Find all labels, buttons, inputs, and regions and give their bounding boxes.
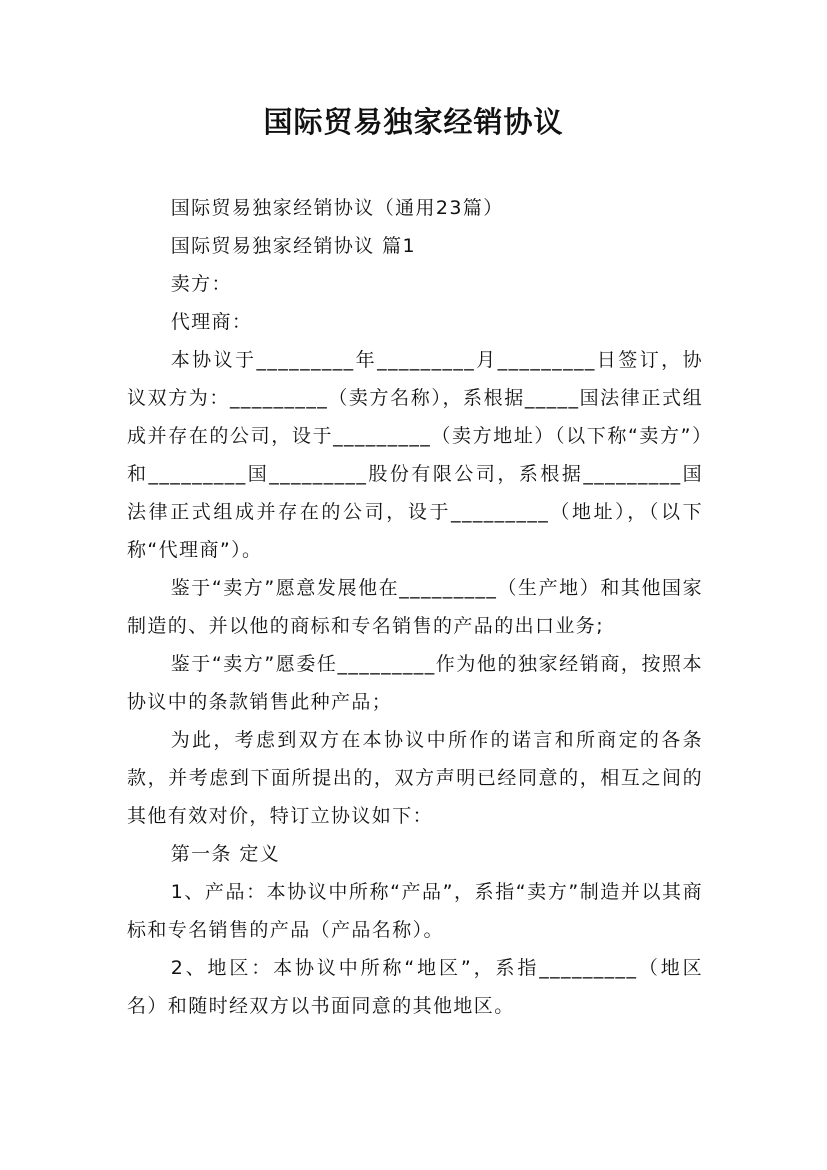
paragraph-parties: 本协议于_________年_________月_________日签订，协议双方为：_________（卖方名称），系根据_____国法律正式组成并存在的公司，设于_________（卖方地址）（以下称“卖方”）和_________国_________股份有限公司，系根据_________国法律正式组成并存在的公司，设于_________（地址），（以下称“代理商”）。: [127, 349, 703, 561]
paragraph-consideration: 为此，考虑到双方在本协议中所作的诺言和所商定的各条款，并考虑到下面所提出的，双方声明已经同意的，相互之间的其他有效对价，特订立协议如下：: [127, 729, 703, 827]
paragraph-whereas-1: 鉴于“卖方”愿意发展他在_________（生产地）和其他国家制造的、并以他的商标和专名销售的产品的出口业务;: [127, 577, 703, 637]
paragraph-subtitle: 国际贸易独家经销协议（通用23篇）: [170, 197, 504, 219]
paragraph-section-heading: 国际贸易独家经销协议 篇1: [170, 235, 417, 257]
paragraph-seller: 卖方：: [170, 273, 232, 295]
document-title: 国际贸易独家经销协议: [263, 105, 564, 139]
paragraph-article-1-heading: 第一条 定义: [170, 843, 281, 865]
paragraph-whereas-2: 鉴于“卖方”愿委任_________作为他的独家经销商，按照本协议中的条款销售此种产品；: [127, 653, 703, 713]
paragraph-agent: 代理商：: [170, 311, 253, 333]
document-body: [127, 189, 703, 1025]
paragraph-definition-product: 1、产品：本协议中所称“产品”，系指“卖方”制造并以其商标和专名销售的产品（产品名称）。: [127, 881, 703, 941]
paragraph-definition-territory: 2、地区：本协议中所称“地区”，系指_________（地区名）和随时经双方以书面同意的其他地区。: [127, 957, 703, 1017]
